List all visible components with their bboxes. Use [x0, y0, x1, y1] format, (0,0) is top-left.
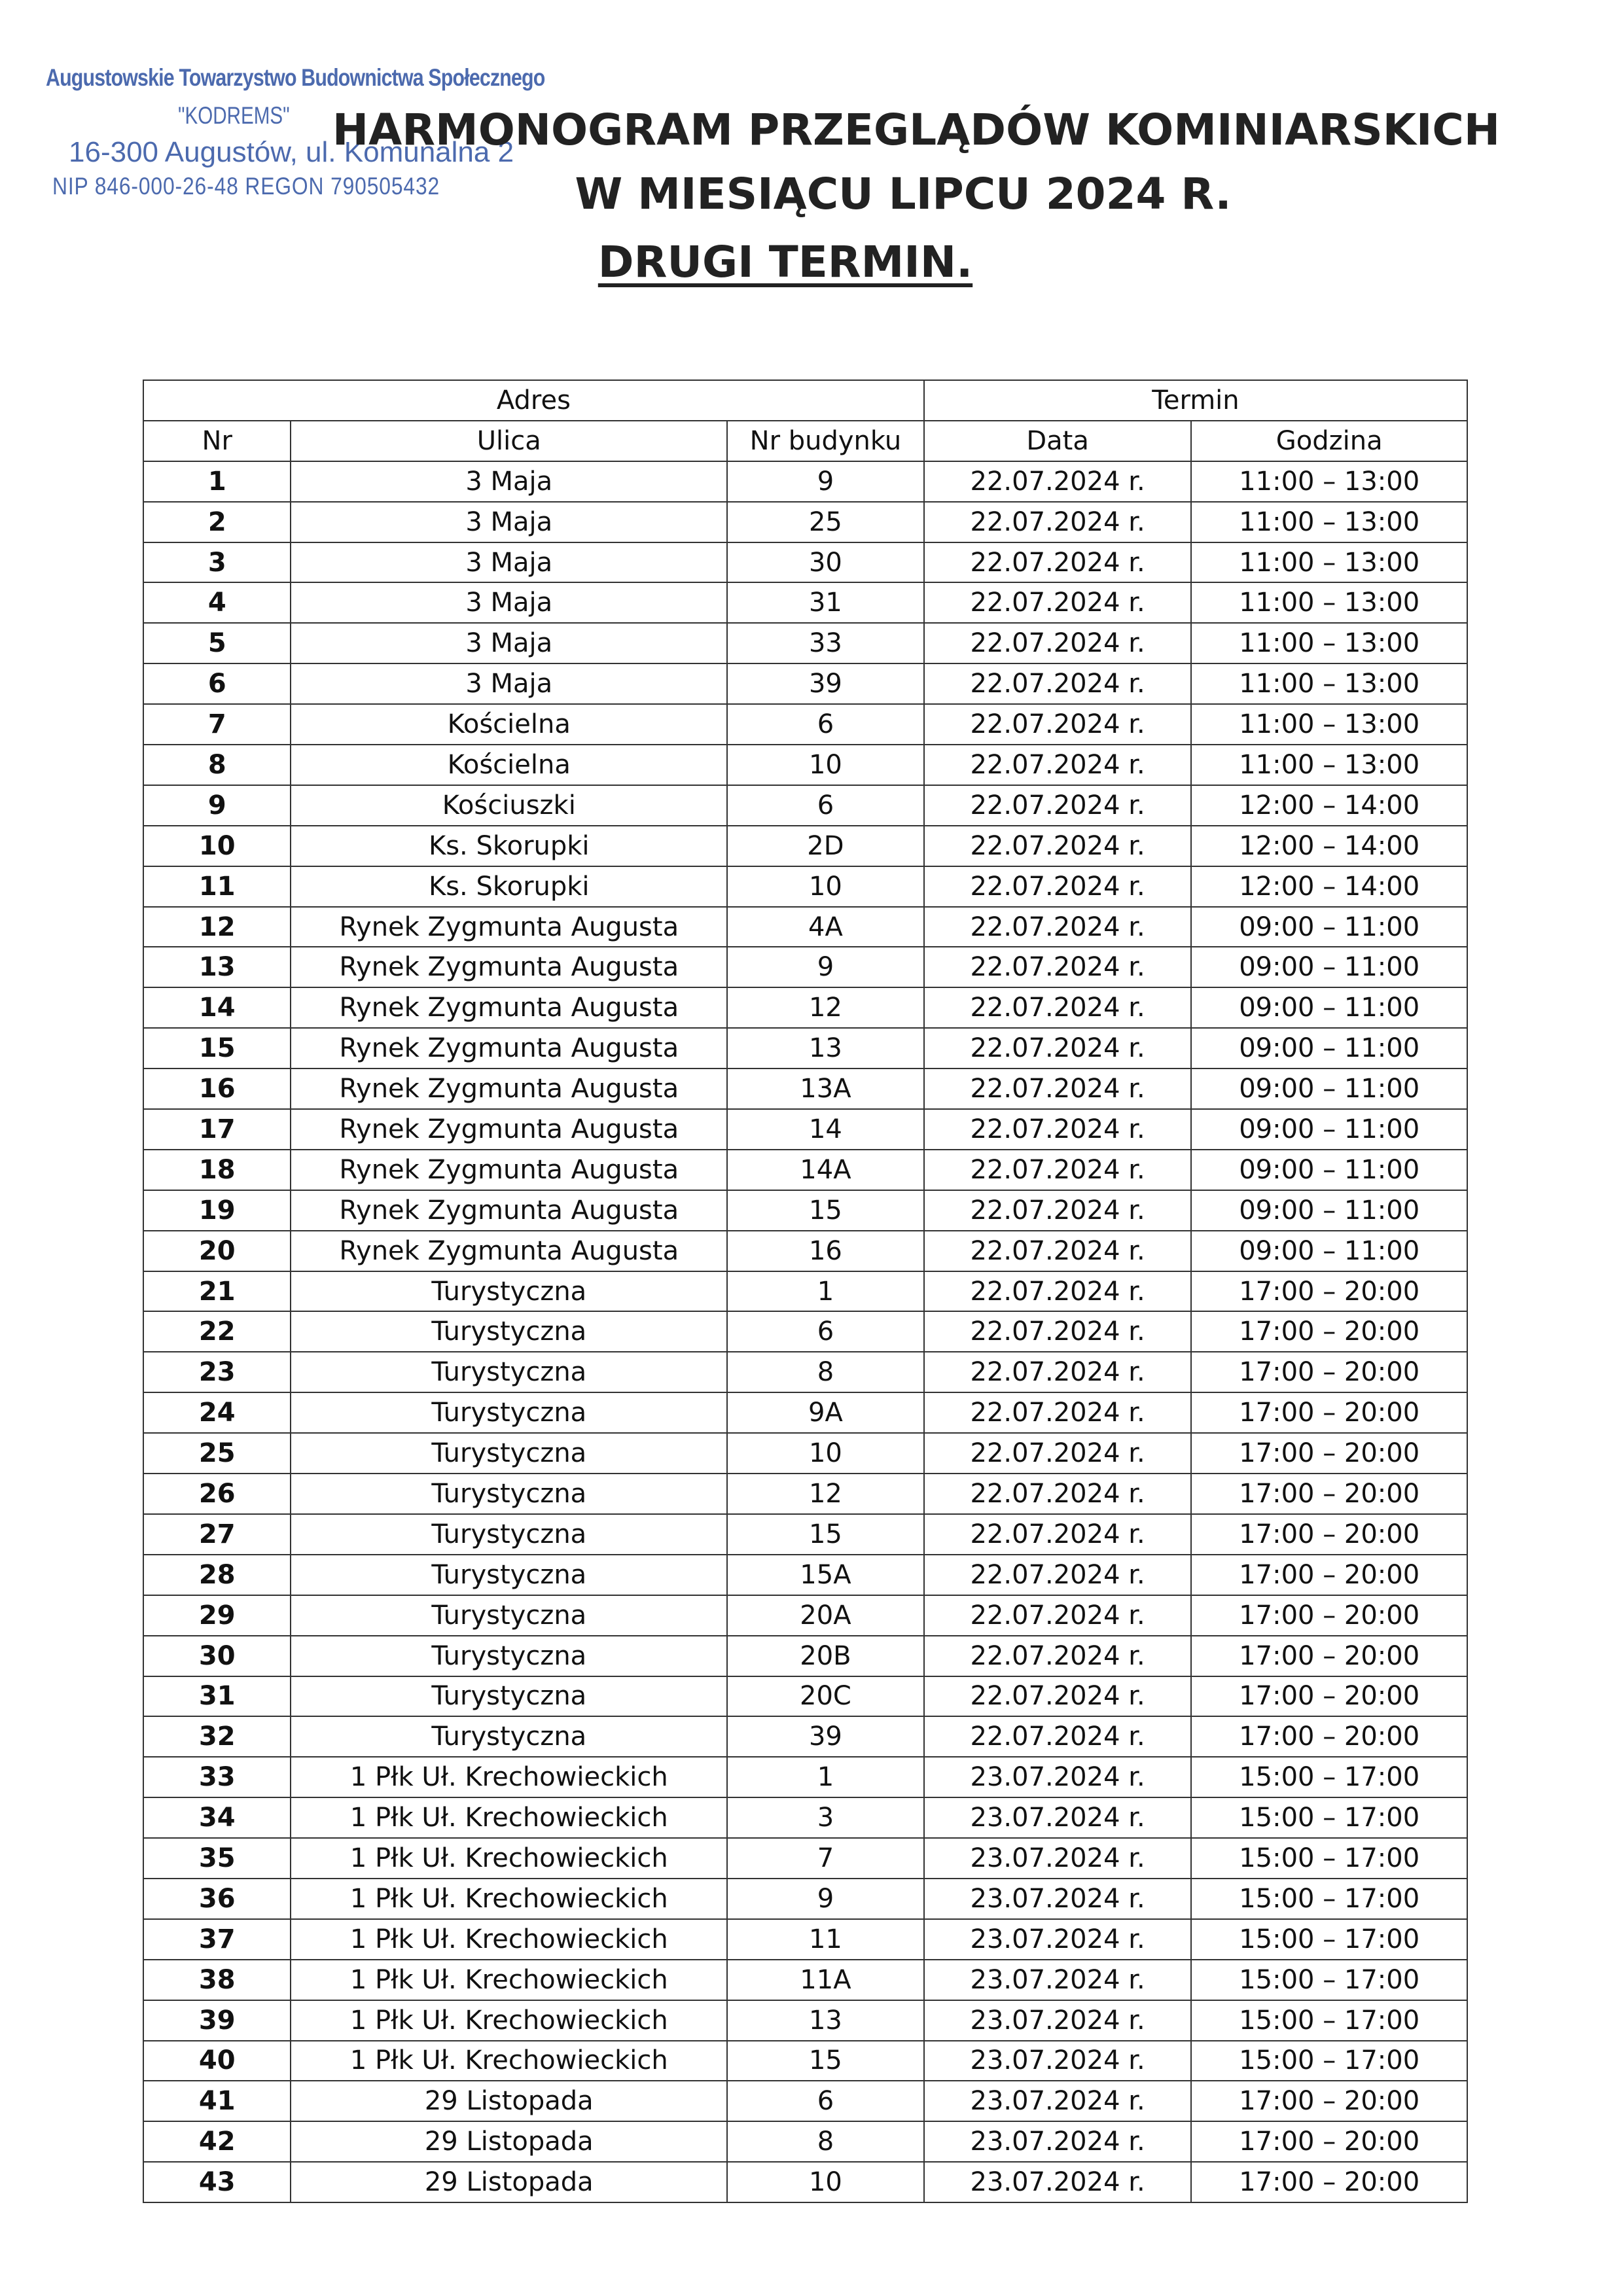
cell-nr-budynku: 8 [727, 2121, 924, 2162]
cell-godzina: 15:00 – 17:00 [1191, 1757, 1467, 1797]
cell-ulica: 1 Płk Uł. Krechowieckich [291, 1797, 727, 1838]
cell-nr-budynku: 15 [727, 2041, 924, 2081]
group-header-termin: Termin [924, 380, 1467, 421]
cell-nr-budynku: 12 [727, 1474, 924, 1514]
cell-ulica: Turystyczna [291, 1676, 727, 1717]
cell-nr-budynku: 30 [727, 542, 924, 583]
cell-nr-budynku: 14A [727, 1150, 924, 1190]
cell-nr: 29 [143, 1595, 291, 1636]
cell-data: 23.07.2024 r. [924, 1797, 1192, 1838]
table-row [143, 1636, 1467, 1676]
cell-godzina: 09:00 – 11:00 [1191, 1231, 1467, 1271]
table-row [143, 1028, 1467, 1069]
cell-nr: 12 [143, 907, 291, 947]
cell-godzina: 11:00 – 13:00 [1191, 582, 1467, 623]
cell-nr-budynku: 15 [727, 1514, 924, 1555]
cell-ulica: Turystyczna [291, 1555, 727, 1595]
cell-godzina: 17:00 – 20:00 [1191, 1676, 1467, 1717]
cell-data: 22.07.2024 r. [924, 1433, 1192, 1474]
cell-godzina: 17:00 – 20:00 [1191, 2081, 1467, 2121]
table-row [143, 1716, 1467, 1757]
table-row [143, 2081, 1467, 2121]
cell-data: 23.07.2024 r. [924, 2041, 1192, 2081]
table-row [143, 542, 1467, 583]
cell-data: 23.07.2024 r. [924, 2081, 1192, 2121]
cell-godzina: 17:00 – 20:00 [1191, 1555, 1467, 1595]
cell-ulica: Rynek Zygmunta Augusta [291, 1109, 727, 1150]
cell-ulica: Ks. Skorupki [291, 866, 727, 907]
cell-nr: 30 [143, 1636, 291, 1676]
table-row [143, 1879, 1467, 1919]
cell-nr-budynku: 20C [727, 1676, 924, 1717]
cell-godzina: 09:00 – 11:00 [1191, 1069, 1467, 1109]
cell-godzina: 09:00 – 11:00 [1191, 907, 1467, 947]
cell-nr: 28 [143, 1555, 291, 1595]
cell-godzina: 12:00 – 14:00 [1191, 866, 1467, 907]
table-row [143, 907, 1467, 947]
cell-nr-budynku: 10 [727, 1433, 924, 1474]
cell-godzina: 09:00 – 11:00 [1191, 987, 1467, 1028]
column-header-nr: Nr [143, 421, 291, 461]
cell-ulica: Rynek Zygmunta Augusta [291, 1028, 727, 1069]
cell-nr: 18 [143, 1150, 291, 1190]
cell-nr: 27 [143, 1514, 291, 1555]
cell-nr: 8 [143, 745, 291, 785]
cell-ulica: Rynek Zygmunta Augusta [291, 1069, 727, 1109]
cell-ulica: 1 Płk Uł. Krechowieckich [291, 2000, 727, 2041]
cell-nr-budynku: 1 [727, 1757, 924, 1797]
stamp-company-short-name: "KODREMS" [178, 102, 290, 129]
group-header-adres: Adres [143, 380, 924, 421]
cell-godzina: 09:00 – 11:00 [1191, 1028, 1467, 1069]
cell-nr-budynku: 33 [727, 623, 924, 663]
cell-nr-budynku: 11 [727, 1919, 924, 1960]
cell-data: 23.07.2024 r. [924, 1919, 1192, 1960]
table-row [143, 745, 1467, 785]
cell-data: 22.07.2024 r. [924, 542, 1192, 583]
cell-nr: 41 [143, 2081, 291, 2121]
cell-godzina: 12:00 – 14:00 [1191, 826, 1467, 866]
table-row [143, 2162, 1467, 2202]
cell-nr-budynku: 20B [727, 1636, 924, 1676]
inspection-schedule-table [143, 380, 1468, 2203]
cell-godzina: 09:00 – 11:00 [1191, 947, 1467, 987]
cell-godzina: 11:00 – 13:00 [1191, 704, 1467, 745]
cell-data: 23.07.2024 r. [924, 2121, 1192, 2162]
stamp-address: 16-300 Augustów, ul. Komunalna 2 [69, 136, 514, 168]
cell-nr: 36 [143, 1879, 291, 1919]
cell-godzina: 15:00 – 17:00 [1191, 1797, 1467, 1838]
cell-nr: 24 [143, 1392, 291, 1433]
cell-ulica: Turystyczna [291, 1636, 727, 1676]
table-row [143, 866, 1467, 907]
cell-ulica: 29 Listopada [291, 2162, 727, 2202]
table-row [143, 987, 1467, 1028]
table-row [143, 785, 1467, 826]
cell-data: 22.07.2024 r. [924, 1676, 1192, 1717]
document-title-line-2: W MIESIĄCU LIPCU 2024 R. [575, 169, 1232, 219]
table-row [143, 1514, 1467, 1555]
cell-nr-budynku: 25 [727, 502, 924, 542]
cell-data: 22.07.2024 r. [924, 1231, 1192, 1271]
cell-ulica: Rynek Zygmunta Augusta [291, 1231, 727, 1271]
table-row [143, 2121, 1467, 2162]
cell-ulica: Turystyczna [291, 1311, 727, 1352]
table-row [143, 1474, 1467, 1514]
cell-godzina: 17:00 – 20:00 [1191, 2162, 1467, 2202]
cell-nr-budynku: 9 [727, 1879, 924, 1919]
cell-nr: 34 [143, 1797, 291, 1838]
table-row [143, 1960, 1467, 2000]
cell-nr: 35 [143, 1838, 291, 1879]
cell-ulica: Turystyczna [291, 1474, 727, 1514]
column-header-ulica: Ulica [291, 421, 727, 461]
cell-nr-budynku: 9 [727, 461, 924, 502]
cell-godzina: 15:00 – 17:00 [1191, 1960, 1467, 2000]
cell-data: 23.07.2024 r. [924, 1960, 1192, 2000]
table-row [143, 1109, 1467, 1150]
table-row [143, 704, 1467, 745]
cell-nr-budynku: 1 [727, 1271, 924, 1312]
cell-data: 22.07.2024 r. [924, 826, 1192, 866]
cell-godzina: 17:00 – 20:00 [1191, 1636, 1467, 1676]
table-row [143, 1555, 1467, 1595]
cell-data: 22.07.2024 r. [924, 502, 1192, 542]
cell-nr: 19 [143, 1190, 291, 1231]
cell-data: 23.07.2024 r. [924, 2000, 1192, 2041]
cell-ulica: Turystyczna [291, 1352, 727, 1392]
cell-data: 23.07.2024 r. [924, 2162, 1192, 2202]
cell-nr: 10 [143, 826, 291, 866]
cell-nr-budynku: 13A [727, 1069, 924, 1109]
cell-nr-budynku: 12 [727, 987, 924, 1028]
cell-godzina: 09:00 – 11:00 [1191, 1190, 1467, 1231]
cell-nr: 38 [143, 1960, 291, 2000]
cell-ulica: Rynek Zygmunta Augusta [291, 1150, 727, 1190]
table-row [143, 2041, 1467, 2081]
cell-nr-budynku: 10 [727, 866, 924, 907]
cell-godzina: 17:00 – 20:00 [1191, 1311, 1467, 1352]
cell-ulica: 3 Maja [291, 461, 727, 502]
table-row [143, 502, 1467, 542]
cell-ulica: Turystyczna [291, 1514, 727, 1555]
cell-godzina: 15:00 – 17:00 [1191, 2000, 1467, 2041]
cell-ulica: 29 Listopada [291, 2121, 727, 2162]
cell-godzina: 15:00 – 17:00 [1191, 1879, 1467, 1919]
cell-godzina: 12:00 – 14:00 [1191, 785, 1467, 826]
cell-nr-budynku: 6 [727, 2081, 924, 2121]
cell-nr: 6 [143, 663, 291, 704]
cell-nr: 2 [143, 502, 291, 542]
cell-godzina: 17:00 – 20:00 [1191, 1474, 1467, 1514]
cell-data: 22.07.2024 r. [924, 1474, 1192, 1514]
table-body [143, 461, 1467, 2202]
cell-nr: 4 [143, 582, 291, 623]
cell-nr-budynku: 15 [727, 1190, 924, 1231]
cell-ulica: Turystyczna [291, 1716, 727, 1757]
cell-godzina: 15:00 – 17:00 [1191, 1919, 1467, 1960]
cell-nr: 40 [143, 2041, 291, 2081]
cell-godzina: 11:00 – 13:00 [1191, 502, 1467, 542]
cell-data: 22.07.2024 r. [924, 1352, 1192, 1392]
cell-data: 22.07.2024 r. [924, 582, 1192, 623]
cell-data: 22.07.2024 r. [924, 1028, 1192, 1069]
cell-ulica: 29 Listopada [291, 2081, 727, 2121]
cell-ulica: 1 Płk Uł. Krechowieckich [291, 2041, 727, 2081]
cell-nr-budynku: 20A [727, 1595, 924, 1636]
cell-data: 22.07.2024 r. [924, 866, 1192, 907]
table-row [143, 1919, 1467, 1960]
table-row [143, 1190, 1467, 1231]
cell-ulica: Turystyczna [291, 1271, 727, 1312]
cell-nr: 37 [143, 1919, 291, 1960]
table-group-header-row [143, 380, 1467, 421]
cell-data: 22.07.2024 r. [924, 1555, 1192, 1595]
cell-nr-budynku: 10 [727, 745, 924, 785]
cell-nr: 5 [143, 623, 291, 663]
cell-nr: 11 [143, 866, 291, 907]
cell-data: 22.07.2024 r. [924, 1271, 1192, 1312]
cell-ulica: Turystyczna [291, 1595, 727, 1636]
cell-data: 22.07.2024 r. [924, 1514, 1192, 1555]
table-row [143, 947, 1467, 987]
cell-data: 22.07.2024 r. [924, 1190, 1192, 1231]
table-row [143, 582, 1467, 623]
cell-data: 23.07.2024 r. [924, 1838, 1192, 1879]
cell-nr-budynku: 15A [727, 1555, 924, 1595]
cell-nr: 13 [143, 947, 291, 987]
cell-nr-budynku: 7 [727, 1838, 924, 1879]
cell-data: 22.07.2024 r. [924, 1069, 1192, 1109]
cell-ulica: Rynek Zygmunta Augusta [291, 907, 727, 947]
table-row [143, 1231, 1467, 1271]
cell-ulica: 3 Maja [291, 502, 727, 542]
cell-ulica: 3 Maja [291, 542, 727, 583]
cell-godzina: 17:00 – 20:00 [1191, 1433, 1467, 1474]
cell-godzina: 17:00 – 20:00 [1191, 1392, 1467, 1433]
cell-godzina: 17:00 – 20:00 [1191, 1271, 1467, 1312]
table-row [143, 1838, 1467, 1879]
cell-ulica: Turystyczna [291, 1392, 727, 1433]
cell-ulica: 3 Maja [291, 623, 727, 663]
cell-data: 22.07.2024 r. [924, 947, 1192, 987]
cell-nr: 33 [143, 1757, 291, 1797]
cell-data: 23.07.2024 r. [924, 1757, 1192, 1797]
cell-data: 22.07.2024 r. [924, 1311, 1192, 1352]
cell-data: 22.07.2024 r. [924, 461, 1192, 502]
cell-godzina: 17:00 – 20:00 [1191, 2121, 1467, 2162]
table-row [143, 1797, 1467, 1838]
cell-godzina: 09:00 – 11:00 [1191, 1150, 1467, 1190]
table-row [143, 1757, 1467, 1797]
cell-data: 22.07.2024 r. [924, 1109, 1192, 1150]
cell-data: 22.07.2024 r. [924, 1636, 1192, 1676]
cell-ulica: 1 Płk Uł. Krechowieckich [291, 1757, 727, 1797]
cell-data: 22.07.2024 r. [924, 987, 1192, 1028]
cell-nr: 15 [143, 1028, 291, 1069]
table-row [143, 1150, 1467, 1190]
cell-nr: 32 [143, 1716, 291, 1757]
cell-ulica: Kościuszki [291, 785, 727, 826]
cell-ulica: 3 Maja [291, 582, 727, 623]
document-title-line-1: HARMONOGRAM PRZEGLĄDÓW KOMINIARSKICH [332, 105, 1501, 155]
cell-data: 22.07.2024 r. [924, 907, 1192, 947]
cell-data: 22.07.2024 r. [924, 1595, 1192, 1636]
table-row [143, 1069, 1467, 1109]
cell-godzina: 15:00 – 17:00 [1191, 1838, 1467, 1879]
cell-godzina: 09:00 – 11:00 [1191, 1109, 1467, 1150]
cell-godzina: 17:00 – 20:00 [1191, 1352, 1467, 1392]
column-header-godzina: Godzina [1191, 421, 1467, 461]
cell-ulica: 1 Płk Uł. Krechowieckich [291, 1838, 727, 1879]
cell-nr: 42 [143, 2121, 291, 2162]
cell-nr: 31 [143, 1676, 291, 1717]
stamp-company-name: Augustowskie Towarzystwo Budownictwa Społecznego [46, 64, 545, 91]
cell-nr: 14 [143, 987, 291, 1028]
cell-ulica: Rynek Zygmunta Augusta [291, 1190, 727, 1231]
cell-nr-budynku: 6 [727, 1311, 924, 1352]
cell-godzina: 17:00 – 20:00 [1191, 1514, 1467, 1555]
cell-nr: 23 [143, 1352, 291, 1392]
cell-godzina: 11:00 – 13:00 [1191, 745, 1467, 785]
table-row [143, 1433, 1467, 1474]
table-row [143, 1676, 1467, 1717]
cell-godzina: 11:00 – 13:00 [1191, 623, 1467, 663]
table-row [143, 1392, 1467, 1433]
cell-nr: 22 [143, 1311, 291, 1352]
cell-godzina: 17:00 – 20:00 [1191, 1716, 1467, 1757]
cell-nr: 17 [143, 1109, 291, 1150]
cell-nr: 7 [143, 704, 291, 745]
cell-data: 22.07.2024 r. [924, 704, 1192, 745]
cell-nr-budynku: 14 [727, 1109, 924, 1150]
cell-nr: 26 [143, 1474, 291, 1514]
column-header-nr-budynku: Nr budynku [727, 421, 924, 461]
cell-godzina: 17:00 – 20:00 [1191, 1595, 1467, 1636]
cell-ulica: Kościelna [291, 704, 727, 745]
cell-nr-budynku: 6 [727, 785, 924, 826]
cell-godzina: 15:00 – 17:00 [1191, 2041, 1467, 2081]
table-row [143, 461, 1467, 502]
cell-nr-budynku: 9 [727, 947, 924, 987]
cell-ulica: 1 Płk Uł. Krechowieckich [291, 1960, 727, 2000]
table-row [143, 663, 1467, 704]
table-row [143, 1352, 1467, 1392]
cell-nr: 1 [143, 461, 291, 502]
cell-godzina: 11:00 – 13:00 [1191, 663, 1467, 704]
cell-ulica: Turystyczna [291, 1433, 727, 1474]
cell-nr-budynku: 31 [727, 582, 924, 623]
cell-nr: 16 [143, 1069, 291, 1109]
cell-data: 22.07.2024 r. [924, 663, 1192, 704]
cell-nr-budynku: 2D [727, 826, 924, 866]
cell-nr-budynku: 4A [727, 907, 924, 947]
cell-nr-budynku: 13 [727, 1028, 924, 1069]
cell-nr-budynku: 10 [727, 2162, 924, 2202]
document-title-line-3: DRUGI TERMIN. [597, 237, 973, 287]
cell-ulica: Ks. Skorupki [291, 826, 727, 866]
table-row [143, 1311, 1467, 1352]
table-column-header-row [143, 421, 1467, 461]
cell-nr-budynku: 39 [727, 1716, 924, 1757]
cell-nr: 21 [143, 1271, 291, 1312]
cell-godzina: 11:00 – 13:00 [1191, 542, 1467, 583]
table-row [143, 623, 1467, 663]
cell-ulica: Rynek Zygmunta Augusta [291, 987, 727, 1028]
cell-nr-budynku: 13 [727, 2000, 924, 2041]
cell-ulica: Kościelna [291, 745, 727, 785]
cell-nr-budynku: 3 [727, 1797, 924, 1838]
cell-nr: 25 [143, 1433, 291, 1474]
cell-nr: 39 [143, 2000, 291, 2041]
table-row [143, 1595, 1467, 1636]
cell-nr: 3 [143, 542, 291, 583]
cell-nr-budynku: 11A [727, 1960, 924, 2000]
cell-nr: 43 [143, 2162, 291, 2202]
cell-data: 22.07.2024 r. [924, 745, 1192, 785]
cell-nr-budynku: 6 [727, 704, 924, 745]
stamp-tax-ids: NIP 846-000-26-48 REGON 790505432 [52, 173, 440, 200]
cell-ulica: 1 Płk Uł. Krechowieckich [291, 1919, 727, 1960]
table-row [143, 826, 1467, 866]
cell-data: 22.07.2024 r. [924, 785, 1192, 826]
cell-nr-budynku: 39 [727, 663, 924, 704]
cell-data: 22.07.2024 r. [924, 1392, 1192, 1433]
cell-nr-budynku: 8 [727, 1352, 924, 1392]
cell-ulica: 3 Maja [291, 663, 727, 704]
cell-data: 22.07.2024 r. [924, 1150, 1192, 1190]
cell-data: 22.07.2024 r. [924, 1716, 1192, 1757]
column-header-data: Data [924, 421, 1192, 461]
table-row [143, 2000, 1467, 2041]
cell-nr-budynku: 9A [727, 1392, 924, 1433]
cell-data: 23.07.2024 r. [924, 1879, 1192, 1919]
cell-nr: 20 [143, 1231, 291, 1271]
cell-ulica: Rynek Zygmunta Augusta [291, 947, 727, 987]
cell-data: 22.07.2024 r. [924, 623, 1192, 663]
cell-nr: 9 [143, 785, 291, 826]
cell-ulica: 1 Płk Uł. Krechowieckich [291, 1879, 727, 1919]
cell-godzina: 11:00 – 13:00 [1191, 461, 1467, 502]
cell-nr-budynku: 16 [727, 1231, 924, 1271]
table-row [143, 1271, 1467, 1312]
